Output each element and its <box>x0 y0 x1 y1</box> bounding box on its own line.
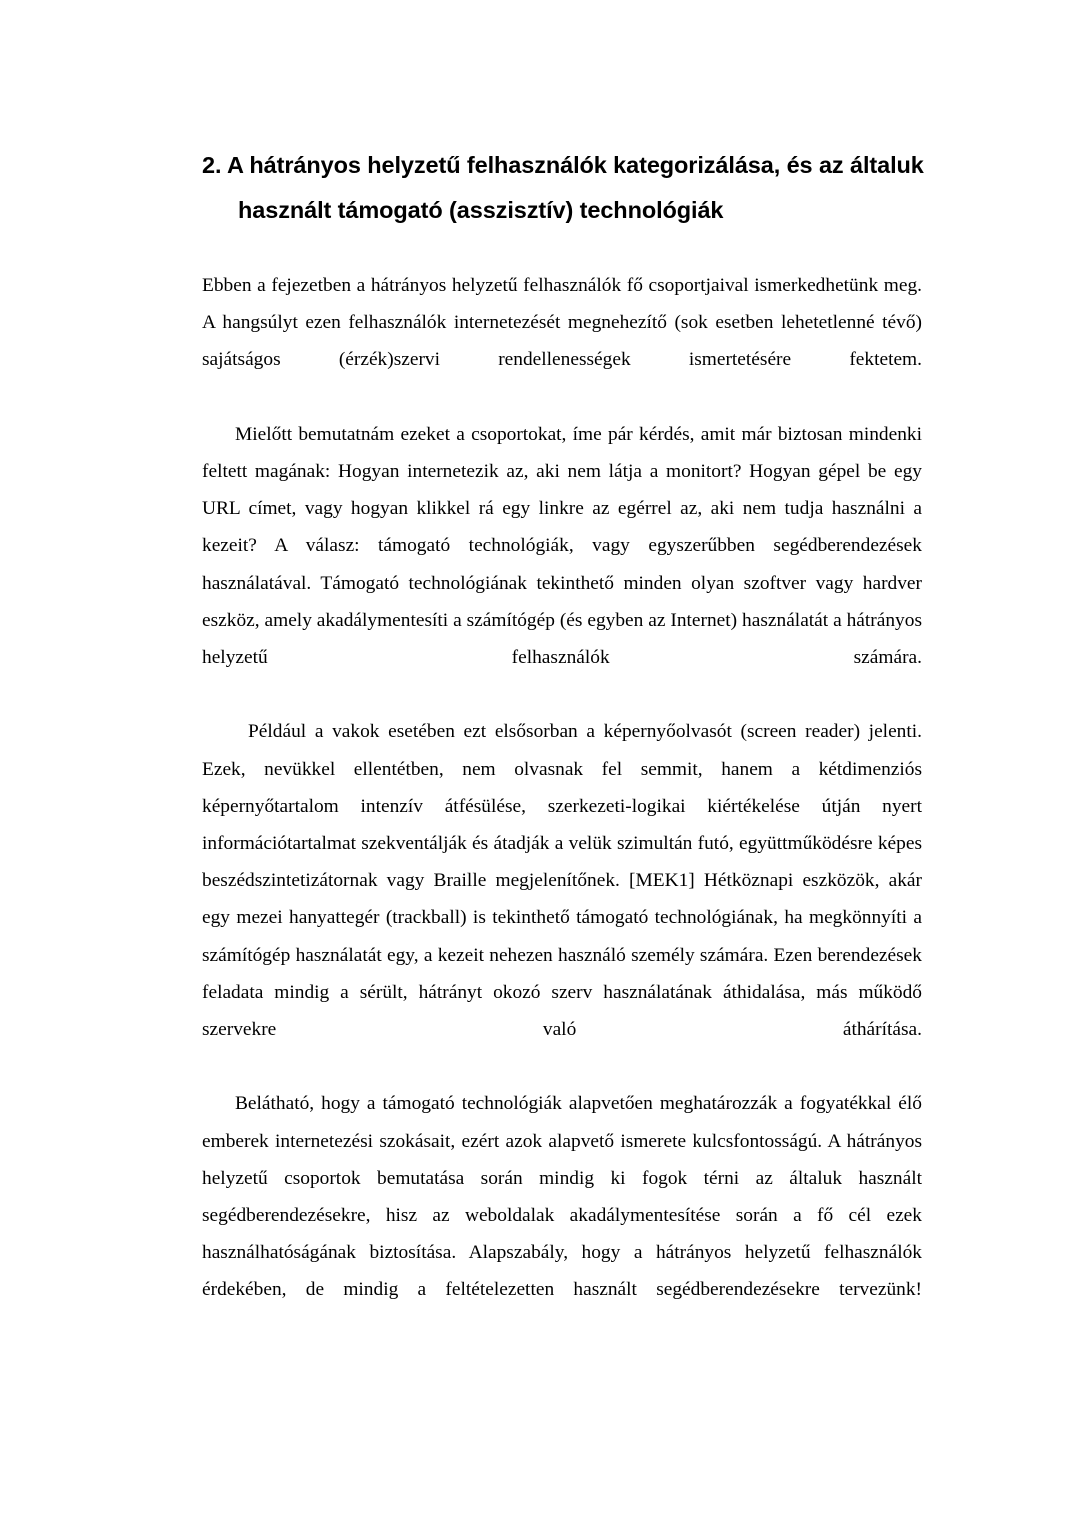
page-content <box>202 0 922 1346</box>
paragraph-conclusion: Belátható, hogy a támogató technológiák alapvetően meghatározzák a fogyatékkal élő emberek internetezési szokásait, ezért azok alapvető ismerete kulcsfontosságú. A hátrányos helyzetű csoportok bemutatása során mindig ki fogok térni az általuk használt segédberendezésekre, hisz az weboldalak akadálymentesítése során a fő cél ezek használhatóságának biztosítása. Alapszabály, hogy a hátrányos helyzetű felhasználók érdekében, de mindig a feltételezetten használt segédberendezésekre tervezünk! <box>202 1093 922 1301</box>
paragraph-screen-reader: Például a vakok esetében ezt elsősorban a képernyőolvasót (screen reader) jelenti. Ezek, nevükkel ellentétben, nem olvasnak fel semmit, hanem a kétdimenziós képernyőtartalom intenzív átfésülése, szerkezeti-logikai kiértékelése útján nyert információtartalmat szekventálják és átadják a velük szimultán futó, együttműködésre képes beszédszintetizátornak vagy Braille megjelenítőnek. [MEK1] Hétköznapi eszközök, akár egy mezei hanyattegér (trackball) is tekinthető támogató technológiának, ha megkönnyíti a számítógép használatát egy, a kezeit nehezen használó személy számára. Ezen berendezések feladata mindig a sérült, hátrányt okozó szerv használatának áthidalása, más működő szervekre való áthárítása. <box>202 721 922 1041</box>
paragraph-intro: Ebben a fejezetben a hátrányos helyzetű felhasználók fő csoportjaival ismerkedhetünk meg. A hangsúlyt ezen felhasználók internetezését megnehezítő (sok esetben lehetetlenné tévő) sajátságos (érzék)szervi rendellenességek ismertetésére fektetem. <box>202 275 922 371</box>
section-heading: 2. A hátrányos helyzetű felhasználók kategorizálása, és az általuk használt támogató (asszisztív) technológiák <box>202 152 924 223</box>
paragraph-questions: Mielőtt bemutatnám ezeket a csoportokat, íme pár kérdés, amit már biztosan mindenki feltett magának: Hogyan internetezik az, aki nem látja a monitort? Hogyan gépel be egy URL címet, vagy hogyan klikkel rá egy linkre az egérrel az, aki nem tudja használni a kezeit? A válasz: támogató technológiák, vagy egyszerűbben segédberendezések használatával. Támogató technológiának tekinthető minden olyan szoftver vagy hardver eszköz, amely akadálymentesíti a számítógép (és egyben az Internet) használatát a hátrányos helyzetű felhasználók számára. <box>202 423 922 669</box>
body-text <box>202 233 922 1346</box>
